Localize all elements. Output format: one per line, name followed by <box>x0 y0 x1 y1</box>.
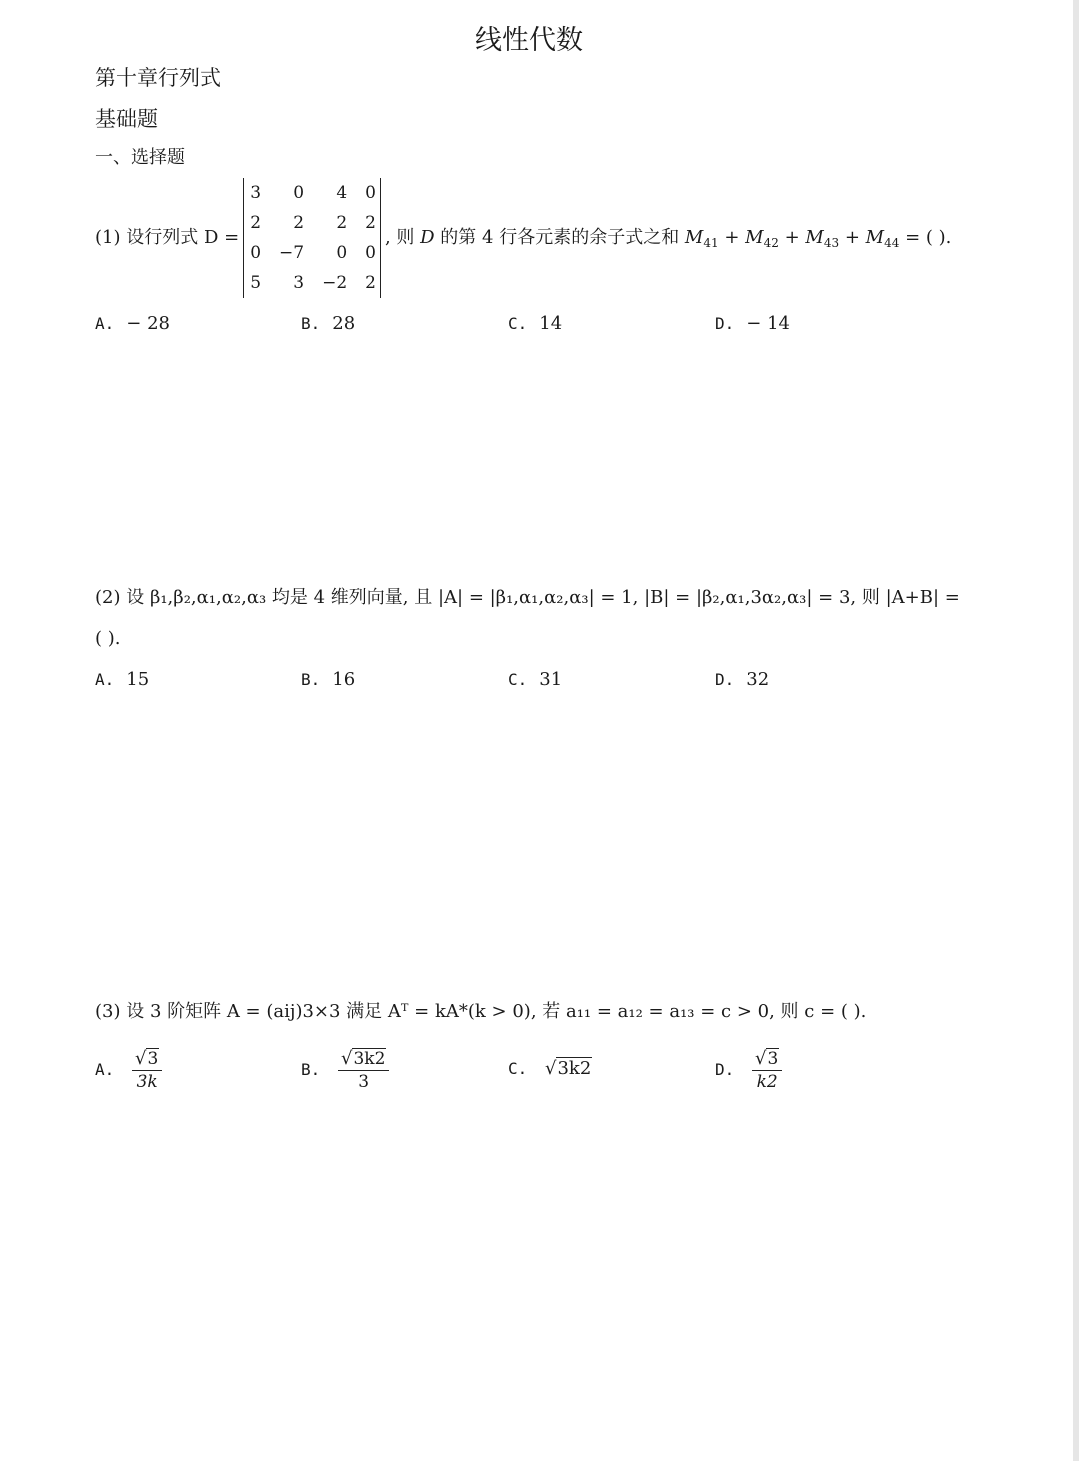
q3-option-a[interactable]: A. $\frac{√3}{3k}$ <box>95 1048 162 1092</box>
question-1: (1) 设行列式 D = 3 0 4 0 2 2 2 2 0 −7 0 0 5 3 −2 2 , 则 D 的第 4 行各元素的余子式之和 $M_{41} + M_{42} + M_{43} + M_{44}$ = ( ). <box>95 178 951 298</box>
page-edge <box>1073 0 1079 1461</box>
q2-option-c[interactable]: C. 31 <box>508 669 563 690</box>
page-title: 线性代数 <box>475 25 583 56</box>
q3-option-d-fraction: $\frac{√3}{k2}$ <box>752 1048 782 1092</box>
q1-option-b[interactable]: B. 28 <box>301 313 356 334</box>
q3-option-c[interactable]: C. √3k2 <box>508 1058 592 1079</box>
section-heading: 基础题 <box>95 107 158 131</box>
chapter-heading: 第十章行列式 <box>95 66 221 90</box>
q3-option-a-fraction: $\frac{√3}{3k}$ <box>132 1048 162 1092</box>
part-heading: 一、选择题 <box>95 147 185 168</box>
q2-option-a[interactable]: A. 15 <box>95 669 150 690</box>
q2-option-d[interactable]: D. 32 <box>715 669 770 690</box>
q1-option-a[interactable]: A. − 28 <box>95 313 170 334</box>
question-3: (3) 设 3 阶矩阵 A = (aij)3×3 满足 Aᵀ = kA*(k > 0), 若 a₁₁ = a₁₂ = a₁₃ = c > 0, 则 c = ( ). <box>95 1001 867 1022</box>
question-2-line-2: ( ). <box>95 628 121 649</box>
q1-prefix: (1) 设行列式 D = <box>95 227 240 248</box>
q1-option-c[interactable]: C. 14 <box>508 313 563 334</box>
q2-option-b[interactable]: B. 16 <box>301 669 356 690</box>
q3-option-b[interactable]: B. $\frac{√3k2}{3}$ <box>301 1048 389 1092</box>
q1-determinant: 3 0 4 0 2 2 2 2 0 −7 0 0 5 3 −2 2 <box>243 178 381 298</box>
question-2-line-1: (2) 设 β₁,β₂,α₁,α₂,α₃ 均是 4 维列向量, 且 |A| = |β₁,α₁,α₂,α₃| = 1, |B| = |β₂,α₁,3α₂,α₃| = 3, 则 |A+B| = <box>95 587 960 608</box>
q3-option-b-fraction: $\frac{√3k2}{3}$ <box>338 1048 389 1092</box>
q1-option-d[interactable]: D. − 14 <box>715 313 790 334</box>
q3-option-d[interactable]: D. $\frac{√3}{k2}$ <box>715 1048 782 1092</box>
